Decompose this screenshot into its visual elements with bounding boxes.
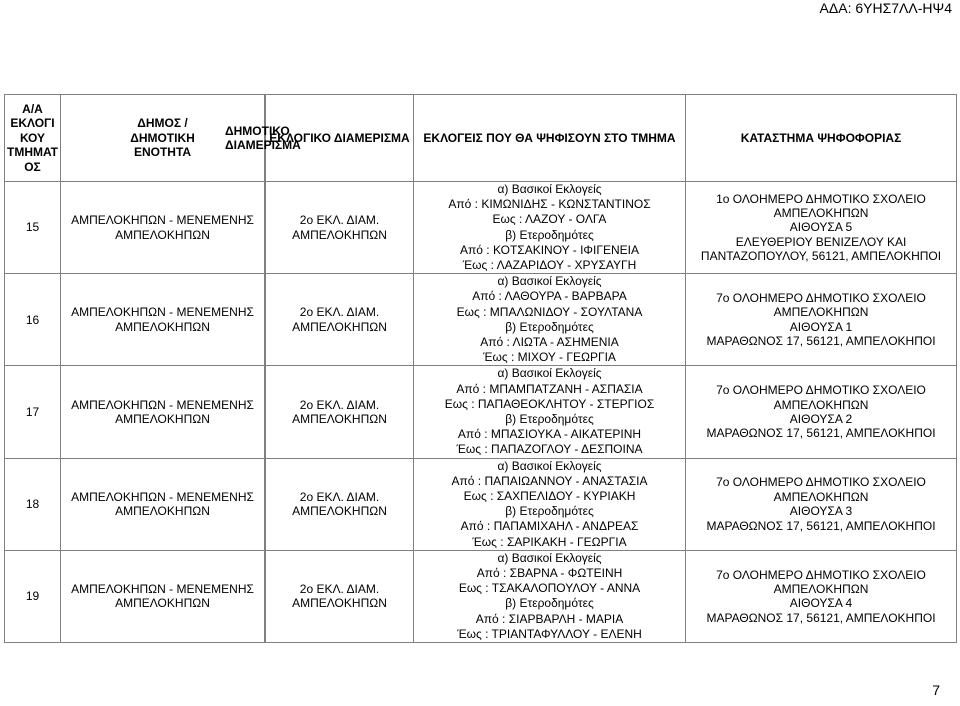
cell-text-line: 2ο ΕΚΛ. ΔΙΑΜ. [299, 397, 380, 412]
cell-text-line: Από : ΣΙΑΡΒΑΡΛΗ - ΜΑΡΙΑ [475, 611, 624, 626]
cell-text-line: Έως : ΣΑΡΙΚΑΚΗ - ΓΕΩΡΓΙΑ [472, 534, 627, 549]
voters-cell [414, 182, 686, 274]
header-col-polling-station [686, 95, 957, 182]
municipality-cell [61, 182, 265, 274]
header-text-line: ΕΚΛΟΓΙΚΟ ΔΙΑΜΕΡΙΣΜΑ [269, 130, 410, 145]
header-text-line: ΟΣ [24, 159, 41, 174]
header-text-line: ΔΗΜΟΣ / [137, 116, 188, 131]
table-row [5, 274, 957, 366]
cell-text-line: ΑΜΠΕΛΟΚΗΠΩΝ [773, 305, 869, 320]
cell-text-line: Έως : ΤΡΙΑΝΤΑΦΥΛΛΟΥ - ΕΛΕΝΗ [457, 626, 642, 641]
cell-text-line: ΑΙΘΟΥΣΑ 2 [789, 412, 853, 427]
cell-text-line: α) Βασικοί Εκλογείς [497, 274, 602, 289]
electoral-district-cell [266, 274, 414, 366]
polling-station-cell [686, 550, 957, 642]
cell-text-line: 2ο ΕΚΛ. ΔΙΑΜ. [299, 305, 380, 320]
row-number: 18 [5, 458, 61, 550]
cell-text-line: ΑΜΠΕΛΟΚΗΠΩΝ [773, 397, 869, 412]
cell-text-line: 2ο ΕΚΛ. ΔΙΑΜ. [299, 489, 380, 504]
cell-text-line: ΜΑΡΑΘΩΝΟΣ 17, 56121, ΑΜΠΕΛΟΚΗΠΟΙ [706, 426, 936, 441]
voters-cell [414, 366, 686, 458]
cell-text-line: α) Βασικοί Εκλογείς [497, 550, 602, 565]
cell-text-line: ΑΜΠΕΛΟΚΗΠΩΝ - ΜΕΝΕΜΕΝΗΣ [71, 305, 254, 320]
cell-text-line: ΑΜΠΕΛΟΚΗΠΩΝ [115, 504, 210, 519]
cell-text-line: Εως : ΛΑΖΟΥ - ΟΛΓΑ [492, 212, 607, 227]
row-number: 15 [5, 182, 61, 274]
cell-text-line: Έως : ΜΙΧΟΥ - ΓΕΩΡΓΙΑ [483, 350, 616, 365]
header-text-line: ΚΑΤΑΣΤΗΜΑ ΨΗΦΟΦΟΡΙΑΣ [740, 130, 902, 145]
cell-text-line: β) Ετεροδημότες [505, 319, 594, 334]
cell-text-line: Έως : ΠΑΠΑΖΟΓΛΟΥ - ΔΕΣΠΟΙΝΑ [456, 442, 643, 457]
cell-text-line: 7ο ΟΛΟΗΜΕΡΟ ΔΗΜΟΤΙΚΟ ΣΧΟΛΕΙΟ [716, 383, 926, 398]
cell-text-line: ΑΜΠΕΛΟΚΗΠΩΝ [773, 206, 869, 220]
table-row [5, 458, 957, 550]
cell-text-line: α) Βασικοί Εκλογείς [497, 458, 602, 473]
cell-text-line: 2ο ΕΚΛ. ΔΙΑΜ. [299, 213, 380, 228]
cell-text-line: ΕΛΕΥΘΕΡΙΟΥ ΒΕΝΙΖΕΛΟΥ ΚΑΙ [735, 234, 907, 249]
municipality-cell [61, 366, 265, 458]
polling-station-cell [686, 182, 957, 274]
header-col-municipal-district: ΔΗΜΟΤΙΚΟ ΔΙΑΜΕΡΙΣΜΑ [265, 95, 266, 182]
row-number: 16 [5, 274, 61, 366]
cell-text-line: β) Ετεροδημότες [505, 412, 594, 427]
cell-text-line: ΑΜΠΕΛΟΚΗΠΩΝ - ΜΕΝΕΜΕΝΗΣ [71, 489, 254, 504]
cell-text-line: ΑΜΠΕΛΟΚΗΠΩΝ [292, 504, 387, 519]
polling-station-cell [686, 458, 957, 550]
cell-text-line: ΜΑΡΑΘΩΝΟΣ 17, 56121, ΑΜΠΕΛΟΚΗΠΟΙ [706, 334, 936, 349]
header-text-line: ΤΜΗΜΑΤ [7, 145, 58, 160]
table-row [5, 366, 957, 458]
cell-text-line: Από : ΠΑΠΑΙΩΑΝΝΟΥ - ΑΝΑΣΤΑΣΙΑ [451, 473, 648, 488]
cell-text-line: Εως : ΤΣΑΚΑΛΟΠΟΥΛΟΥ - ΑΝΝΑ [458, 581, 641, 596]
cell-text-line: Εως : ΣΑΧΠΕΛΙΔΟΥ - ΚΥΡΙΑΚΗ [463, 489, 636, 504]
cell-text-line: 7ο ΟΛΟΗΜΕΡΟ ΔΗΜΟΤΙΚΟ ΣΧΟΛΕΙΟ [716, 567, 926, 582]
row-number: 19 [5, 550, 61, 642]
cell-text-line: Εως : ΠΑΠΑΘΕΟΚΛΗΤΟΥ - ΣΤΕΡΓΙΟΣ [444, 396, 655, 411]
header-col-number [5, 95, 61, 182]
polling-station-cell [686, 274, 957, 366]
cell-text-line: ΑΜΠΕΛΟΚΗΠΩΝ [773, 489, 869, 504]
polling-stations-table [4, 94, 957, 643]
cell-text-line: ΜΑΡΑΘΩΝΟΣ 17, 56121, ΑΜΠΕΛΟΚΗΠΟΙ [706, 610, 936, 625]
header-text-line: Α/Α [22, 101, 43, 116]
cell-text-line: β) Ετεροδημότες [505, 504, 594, 519]
cell-text-line: ΑΜΠΕΛΟΚΗΠΩΝ [115, 319, 210, 334]
table-row [5, 182, 957, 274]
cell-text-line: Από : ΣΒΑΡΝΑ - ΦΩΤΕΙΝΗ [476, 566, 623, 581]
cell-text-line: ΑΜΠΕΛΟΚΗΠΩΝ [292, 596, 387, 611]
cell-text-line: α) Βασικοί Εκλογείς [497, 182, 602, 196]
cell-text-line: ΑΜΠΕΛΟΚΗΠΩΝ [292, 319, 387, 334]
header-text-line: ΕΚΛΟΓΙ [10, 116, 55, 131]
table-row [5, 550, 957, 642]
cell-text-line: ΑΜΠΕΛΟΚΗΠΩΝ [773, 582, 869, 597]
cell-text-line: Από : ΜΠΑΣΙΟΥΚΑ - ΑΙΚΑΤΕΡΙΝΗ [457, 427, 642, 442]
polling-station-cell [686, 366, 957, 458]
cell-text-line: Από : ΛΑΘΟΥΡΑ - ΒΑΡΒΑΡΑ [472, 289, 627, 304]
cell-text-line: ΑΜΠΕΛΟΚΗΠΩΝ [115, 227, 210, 242]
cell-text-line: Έως : ΛΑΖΑΡΙΔΟΥ - ΧΡΥΣΑΥΓΗ [462, 258, 637, 273]
cell-text-line: ΑΜΠΕΛΟΚΗΠΩΝ [115, 412, 210, 427]
cell-text-line: ΑΜΠΕΛΟΚΗΠΩΝ [292, 412, 387, 427]
cell-text-line: ΠΑΝΤΑΖΟΠΟΥΛΟΥ, 56121, ΑΜΠΕΛΟΚΗΠΟΙ [700, 249, 942, 264]
page-number: 7 [932, 682, 940, 698]
cell-text-line: β) Ετεροδημότες [505, 596, 594, 611]
cell-text-line: Από : ΜΠΑΜΠΑΤΖΑΝΗ - ΑΣΠΑΣΙΑ [456, 381, 643, 396]
cell-text-line: ΑΜΠΕΛΟΚΗΠΩΝ - ΜΕΝΕΜΕΝΗΣ [71, 397, 254, 412]
cell-text-line: Από : ΚΟΤΣΑΚΙΝΟΥ - ΙΦΙΓΕΝΕΙΑ [460, 242, 639, 257]
cell-text-line: ΜΑΡΑΘΩΝΟΣ 17, 56121, ΑΜΠΕΛΟΚΗΠΟΙ [706, 518, 936, 533]
municipality-cell [61, 458, 265, 550]
header-text-line: ΚΟΥ [19, 130, 46, 145]
cell-text-line: Από : ΛΙΩΤΑ - ΑΣΗΜΕΝΙΑ [480, 335, 619, 350]
cell-text-line: Από : ΚΙΜΩΝΙΔΗΣ - ΚΩΝΣΤΑΝΤΙΝΟΣ [448, 197, 651, 212]
header-text-line: ΕΝΟΤΗΤΑ [133, 145, 192, 160]
table-header-row [5, 95, 957, 182]
header-text-line: ΔΗΜΟΤΙΚΗ [130, 130, 195, 145]
cell-text-line: ΑΜΠΕΛΟΚΗΠΩΝ - ΜΕΝΕΜΕΝΗΣ [71, 582, 254, 597]
header-col-voters [414, 95, 686, 182]
voters-cell [414, 550, 686, 642]
cell-text-line: 7ο ΟΛΟΗΜΕΡΟ ΔΗΜΟΤΙΚΟ ΣΧΟΛΕΙΟ [716, 475, 926, 490]
electoral-district-cell [266, 182, 414, 274]
cell-text-line: ΑΙΘΟΥΣΑ 1 [789, 319, 853, 334]
voters-cell [414, 274, 686, 366]
cell-text-line: ΑΙΘΟΥΣΑ 4 [789, 596, 853, 611]
cell-text-line: ΑΜΠΕΛΟΚΗΠΩΝ [292, 227, 387, 242]
cell-text-line: 7ο ΟΛΟΗΜΕΡΟ ΔΗΜΟΤΙΚΟ ΣΧΟΛΕΙΟ [716, 291, 926, 306]
municipality-cell [61, 550, 265, 642]
cell-text-line: β) Ετεροδημότες [505, 227, 594, 242]
cell-text-line: α) Βασικοί Εκλογείς [497, 366, 602, 381]
cell-text-line: 1ο ΟΛΟΗΜΕΡΟ ΔΗΜΟΤΙΚΟ ΣΧΟΛΕΙΟ [716, 191, 926, 206]
cell-text-line: ΑΙΘΟΥΣΑ 5 [789, 220, 853, 235]
document-reference-code: ΑΔΑ: 6ΥΗΣ7ΛΛ-ΗΨ4 [819, 0, 952, 16]
electoral-district-cell [266, 550, 414, 642]
header-text-line: ΕΚΛΟΓΕΙΣ ΠΟΥ ΘΑ ΨΗΦΙΣΟΥΝ ΣΤΟ ΤΜΗΜΑ [423, 130, 676, 145]
electoral-district-cell [266, 366, 414, 458]
cell-text-line: ΑΙΘΟΥΣΑ 3 [789, 504, 853, 519]
row-number: 17 [5, 366, 61, 458]
voters-cell [414, 458, 686, 550]
cell-text-line: 2ο ΕΚΛ. ΔΙΑΜ. [299, 582, 380, 597]
cell-text-line: Εως : ΜΠΑΛΩΝΙΔΟΥ - ΣΟΥΛΤΑΝΑ [456, 304, 643, 319]
cell-text-line: ΑΜΠΕΛΟΚΗΠΩΝ - ΜΕΝΕΜΕΝΗΣ [71, 213, 254, 228]
municipality-cell [61, 274, 265, 366]
cell-text-line: Από : ΠΑΠΑΜΙΧΑΗΛ - ΑΝΔΡΕΑΣ [460, 519, 639, 534]
electoral-district-cell [266, 458, 414, 550]
cell-text-line: ΑΜΠΕΛΟΚΗΠΩΝ [115, 596, 210, 611]
